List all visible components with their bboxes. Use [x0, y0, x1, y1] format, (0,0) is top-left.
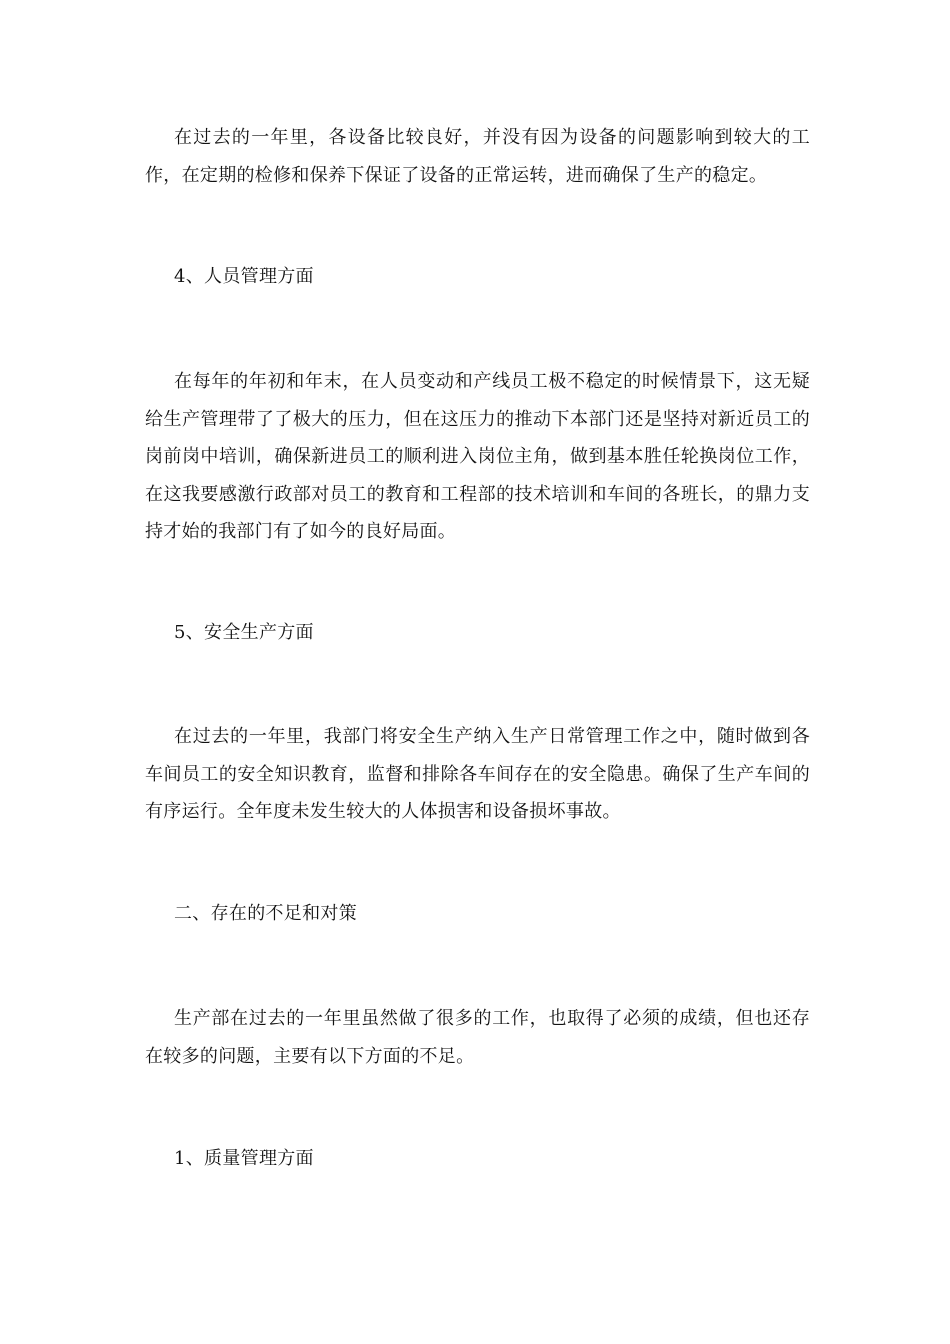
paragraph-equipment-status: 在过去的一年里，各设备比较良好，并没有因为设备的问题影响到较大的工作，在定期的检修和保养下保证了设备的正常运转，进而确保了生产的稳定。	[145, 127, 810, 186]
heading-shortcomings-and-measures: 二、存在的不足和对策	[174, 903, 357, 924]
paragraph-safety-production: 在过去的一年里，我部门将安全生产纳入生产日常管理工作之中，随时做到各车间员工的安全知识教育，监督和排除各车间存在的安全隐患。确保了生产车间的有序运行。全年度未发生较大的人体损害和设备损坏事故。	[145, 726, 810, 822]
heading-quality-management: 1、质量管理方面	[174, 1148, 314, 1169]
paragraph-shortcomings: 生产部在过去的一年里虽然做了很多的工作，也取得了必须的成绩，但也还存在较多的问题，主要有以下方面的不足。	[145, 1008, 810, 1067]
heading-personnel-management: 4、人员管理方面	[174, 266, 314, 287]
heading-safety-production: 5、安全生产方面	[174, 622, 314, 643]
paragraph-personnel-management: 在每年的年初和年末，在人员变动和产线员工极不稳定的时候情景下，这无疑给生产管理带了了极大的压力，但在这压力的推动下本部门还是坚持对新近员工的岗前岗中培训，确保新进员工的顺利进入岗位主角，做到基本胜任轮换岗位工作，在这我要感激行政部对员工的教育和工程部的技术培训和车间的各班长，的鼎力支持才始的我部门有了如今的良好局面。	[145, 371, 810, 542]
